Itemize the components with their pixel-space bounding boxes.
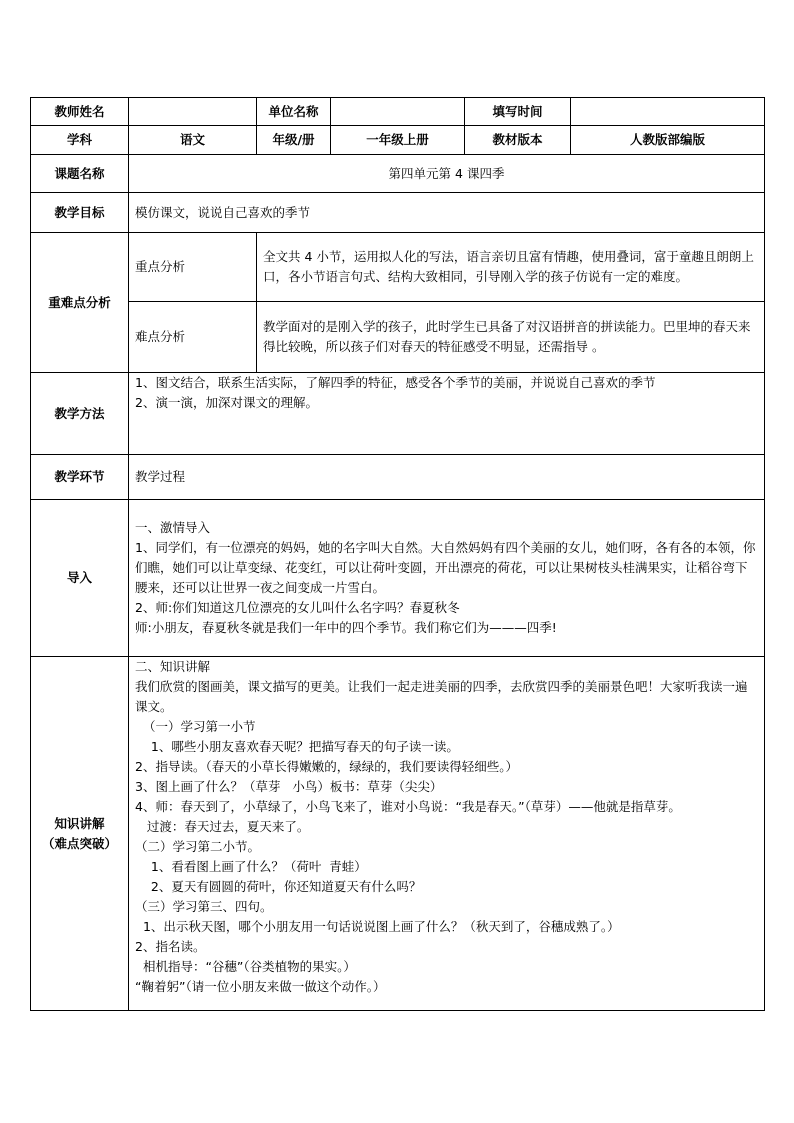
knowledge-label-cell [31, 657, 129, 1011]
row-method [31, 373, 765, 455]
teacher-name-label: 教师姓名 [31, 98, 129, 126]
fill-date-label: 填写时间 [465, 98, 571, 126]
grade-value: 一年级上册 [331, 126, 465, 155]
knowledge-line: 1、哪些小朋友喜欢春天呢？把描写春天的句子读一读。 [135, 739, 459, 754]
hard-point-text: 教学面对的是刚入学的孩子，此时学生已具备了对汉语拼音的拼读能力。巴里坤的春天来得比较晚，所以孩子们对春天的特征感受不明显，还需指导 。 [257, 302, 765, 373]
lesson-plan-table [30, 97, 765, 1011]
knowledge-sublabel: （难点突破） [41, 835, 117, 851]
intro-line-2: 1、同学们，有一位漂亮的妈妈，她的名字叫大自然。大自然妈妈有四个美丽的女儿，她们呀，各有各的本领，你们瞧，她们可以让草变绿、花变红，可以让荷叶变圆，开出漂亮的荷花，可以让果树枝头桂满果实，让稻谷弯下腰来，还可以让世界一夜之间变成一片雪白。 [135, 540, 756, 595]
row-stage [31, 455, 765, 500]
subject-label: 学科 [31, 126, 129, 155]
method-line-1: 1、图文结合，联系生活实际，了解四季的特征，感受各个季节的美丽，并说说自己喜欢的季节 [135, 375, 656, 390]
row-goal [31, 193, 765, 233]
intro-line-1: 一、激情导入 [135, 520, 211, 535]
knowledge-line: 2、指导读。（春天的小草长得嫩嫩的，绿绿的，我们要读得轻细些。） [135, 759, 518, 774]
knowledge-line: 相机指导：“谷穗”（谷类植物的果实。） [135, 959, 356, 974]
row-knowledge [31, 657, 765, 1011]
fill-date-value [571, 98, 765, 126]
row-teacher-info [31, 98, 765, 126]
unit-name-value [331, 98, 465, 126]
key-point-text: 全文共 4 小节，运用拟人化的写法，语言亲切且富有情趣，使用叠词，富于童趣且朗朗上口，各小节语言句式、结构大致相同，引导刚入学的孩子仿说有一定的难度。 [257, 233, 765, 302]
method-content [129, 373, 765, 455]
intro-content [129, 500, 765, 657]
row-hard-point [31, 302, 765, 373]
knowledge-line: 二、知识讲解 [135, 659, 211, 674]
row-topic [31, 155, 765, 193]
difficulty-label: 重难点分析 [31, 233, 129, 373]
goal-value: 模仿课文，说说自己喜欢的季节 [129, 193, 765, 233]
stage-value: 教学过程 [129, 455, 765, 500]
method-label: 教学方法 [31, 373, 129, 455]
knowledge-line: 1、看看图上画了什么？（荷叶 青蛙） [135, 859, 367, 874]
topic-value: 第四单元第 4 课四季 [129, 155, 765, 193]
edition-label: 教材版本 [465, 126, 571, 155]
method-line-2: 2、演一演，加深对课文的理解。 [135, 395, 318, 410]
knowledge-line: （三）学习第三、四句。 [135, 899, 273, 914]
goal-label: 教学目标 [31, 193, 129, 233]
subject-value: 语文 [129, 126, 257, 155]
row-intro [31, 500, 765, 657]
knowledge-line: 2、指名读。 [135, 939, 206, 954]
knowledge-line: 2、夏天有圆圆的荷叶，你还知道夏天有什么吗？ [135, 879, 422, 894]
knowledge-label: 知识讲解 [54, 815, 105, 831]
teacher-name-value [129, 98, 257, 126]
knowledge-line: 我们欣赏的图画美，课文描写的更美。让我们一起走进美丽的四季，去欣赏四季的美丽景色吧！大家听我读一遍课文。 [135, 679, 748, 714]
knowledge-line: “鞠着躬”（请一位小朋友来做一做这个动作。） [135, 979, 386, 994]
knowledge-line: （二）学习第二小节。 [135, 839, 261, 854]
intro-line-3: 2、师:你们知道这几位漂亮的女儿叫什么名字吗？春夏秋冬 [135, 600, 460, 615]
row-subject-info [31, 126, 765, 155]
intro-label: 导入 [31, 500, 129, 657]
knowledge-line: 过渡：春天过去，夏天来了。 [135, 819, 310, 834]
knowledge-line: 1、出示秋天图，哪个小朋友用一句话说说图上画了什么？（秋天到了，谷穗成熟了。） [135, 919, 620, 934]
topic-label: 课题名称 [31, 155, 129, 193]
knowledge-line: 3、图上画了什么？（草芽 小鸟）板书：草芽（尖尖） [135, 779, 443, 794]
knowledge-line: 4、师：春天到了，小草绿了，小鸟飞来了，谁对小鸟说：“我是春天。”（草芽）——他就是指草芽。 [135, 799, 681, 814]
knowledge-line: （一）学习第一小节 [135, 719, 256, 734]
knowledge-content [129, 657, 765, 1011]
key-point-label: 重点分析 [129, 233, 257, 302]
intro-line-4: 师:小朋友，春夏秋冬就是我们一年中的四个季节。我们称它们为———四季! [135, 620, 557, 635]
unit-name-label: 单位名称 [257, 98, 331, 126]
edition-value: 人教版部编版 [571, 126, 765, 155]
stage-label: 教学环节 [31, 455, 129, 500]
row-key-point [31, 233, 765, 302]
grade-label: 年级/册 [257, 126, 331, 155]
hard-point-label: 难点分析 [129, 302, 257, 373]
